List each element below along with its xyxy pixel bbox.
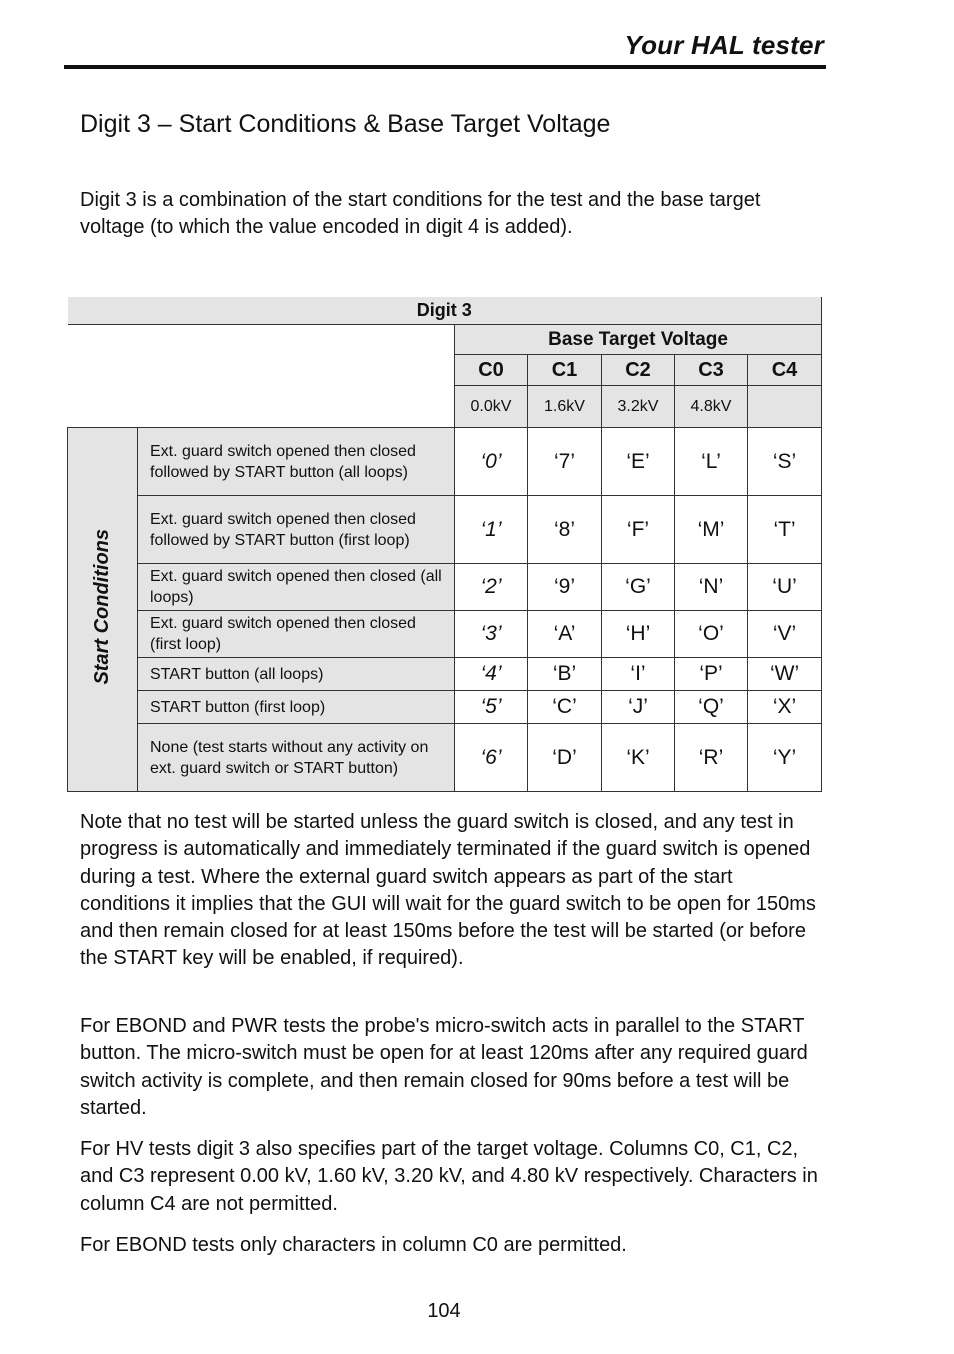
code-cell: ‘7’ (528, 428, 602, 496)
column-header-c2: C2 (602, 355, 675, 386)
code-cell: ‘Y’ (748, 724, 822, 792)
code-cell: ‘N’ (675, 564, 748, 611)
code-cell: ‘1’ (455, 496, 528, 564)
table-row (68, 658, 822, 691)
column-header-c3: C3 (675, 355, 748, 386)
ebond-paragraph: For EBOND tests only characters in column C0 are permitted. (80, 1234, 627, 1256)
code-cell: ‘D’ (528, 724, 602, 792)
code-cell: ‘6’ (455, 724, 528, 792)
column-header-c0: C0 (455, 355, 528, 386)
code-cell: ‘R’ (675, 724, 748, 792)
table-row (68, 496, 822, 564)
code-cell: ‘O’ (675, 611, 748, 658)
table-row (68, 611, 822, 658)
code-cell: ‘4’ (455, 658, 528, 691)
code-cell: ‘E’ (602, 428, 675, 496)
table-row (68, 724, 822, 792)
code-cell: ‘8’ (528, 496, 602, 564)
code-cell: ‘J’ (602, 691, 675, 724)
base-target-voltage-header: Base Target Voltage (455, 325, 822, 355)
table-row (68, 691, 822, 724)
code-cell: ‘3’ (455, 611, 528, 658)
column-header-c4: C4 (748, 355, 822, 386)
ebond-pwr-paragraph: For EBOND and PWR tests the probe's micro-switch acts in parallel to the START button. The micro-switch must be open for at least 120ms after any required guard switch activity is complete, and then remain closed for 90ms before a test will be started. (80, 1015, 808, 1119)
digit3-table (67, 297, 822, 792)
code-cell: ‘I’ (602, 658, 675, 691)
condition-label: None (test starts without any activity on ext. guard switch or START button) (138, 724, 455, 792)
condition-label: Ext. guard switch opened then closed (first loop) (138, 611, 455, 658)
code-cell: ‘K’ (602, 724, 675, 792)
code-cell: ‘U’ (748, 564, 822, 611)
code-cell: ‘9’ (528, 564, 602, 611)
start-conditions-label: Start Conditions (68, 428, 138, 792)
table-corner-blank (68, 325, 455, 428)
code-cell: ‘T’ (748, 496, 822, 564)
code-cell: ‘S’ (748, 428, 822, 496)
note-paragraph: Note that no test will be started unless the guard switch is closed, and any test in progress is automatically and immediately terminated if the guard switch is opened during a test. Where the external guard switch appears as part of the start conditions it implies that the GUI will wait for the guard switch to be open for 150ms and then remain closed for at least 150ms before the test will be started (or before the START key will be enabled, if required). (80, 811, 816, 970)
code-cell: ‘5’ (455, 691, 528, 724)
intro-paragraph: Digit 3 is a combination of the start conditions for the test and the base target voltage (to which the value encoded in digit 4 is added). (80, 189, 761, 238)
table-caption: Digit 3 (68, 297, 822, 325)
table-row (68, 564, 822, 611)
code-cell: ‘C’ (528, 691, 602, 724)
code-cell: ‘X’ (748, 691, 822, 724)
code-cell: ‘B’ (528, 658, 602, 691)
condition-label: Ext. guard switch opened then closed followed by START button (first loop) (138, 496, 455, 564)
code-cell: ‘L’ (675, 428, 748, 496)
page-number: 104 (427, 1300, 461, 1322)
code-cell: ‘Q’ (675, 691, 748, 724)
table-row (68, 428, 822, 496)
page-header-title: Your HAL tester (624, 30, 824, 60)
code-cell: ‘P’ (675, 658, 748, 691)
code-cell: ‘2’ (455, 564, 528, 611)
voltage-c1: 1.6kV (528, 386, 602, 428)
code-cell: ‘A’ (528, 611, 602, 658)
code-cell: ‘F’ (602, 496, 675, 564)
code-cell: ‘W’ (748, 658, 822, 691)
column-header-c1: C1 (528, 355, 602, 386)
code-cell: ‘H’ (602, 611, 675, 658)
code-cell: ‘0’ (455, 428, 528, 496)
voltage-c0: 0.0kV (455, 386, 528, 428)
condition-label: START button (all loops) (138, 658, 455, 691)
condition-label: Ext. guard switch opened then closed (all loops) (138, 564, 455, 611)
section-title: Digit 3 – Start Conditions & Base Target Voltage (80, 110, 611, 138)
code-cell: ‘V’ (748, 611, 822, 658)
condition-label: Ext. guard switch opened then closed followed by START button (all loops) (138, 428, 455, 496)
condition-label: START button (first loop) (138, 691, 455, 724)
voltage-c3: 4.8kV (675, 386, 748, 428)
voltage-c2: 3.2kV (602, 386, 675, 428)
code-cell: ‘M’ (675, 496, 748, 564)
hv-paragraph: For HV tests digit 3 also specifies part of the target voltage. Columns C0, C1, C2, and C3 represent 0.00 kV, 1.60 kV, 3.20 kV, and 4.80 kV respectively. Characters in column C4 are not permitted. (80, 1138, 818, 1215)
header-rule (64, 65, 826, 69)
code-cell: ‘G’ (602, 564, 675, 611)
voltage-c4 (748, 386, 822, 428)
